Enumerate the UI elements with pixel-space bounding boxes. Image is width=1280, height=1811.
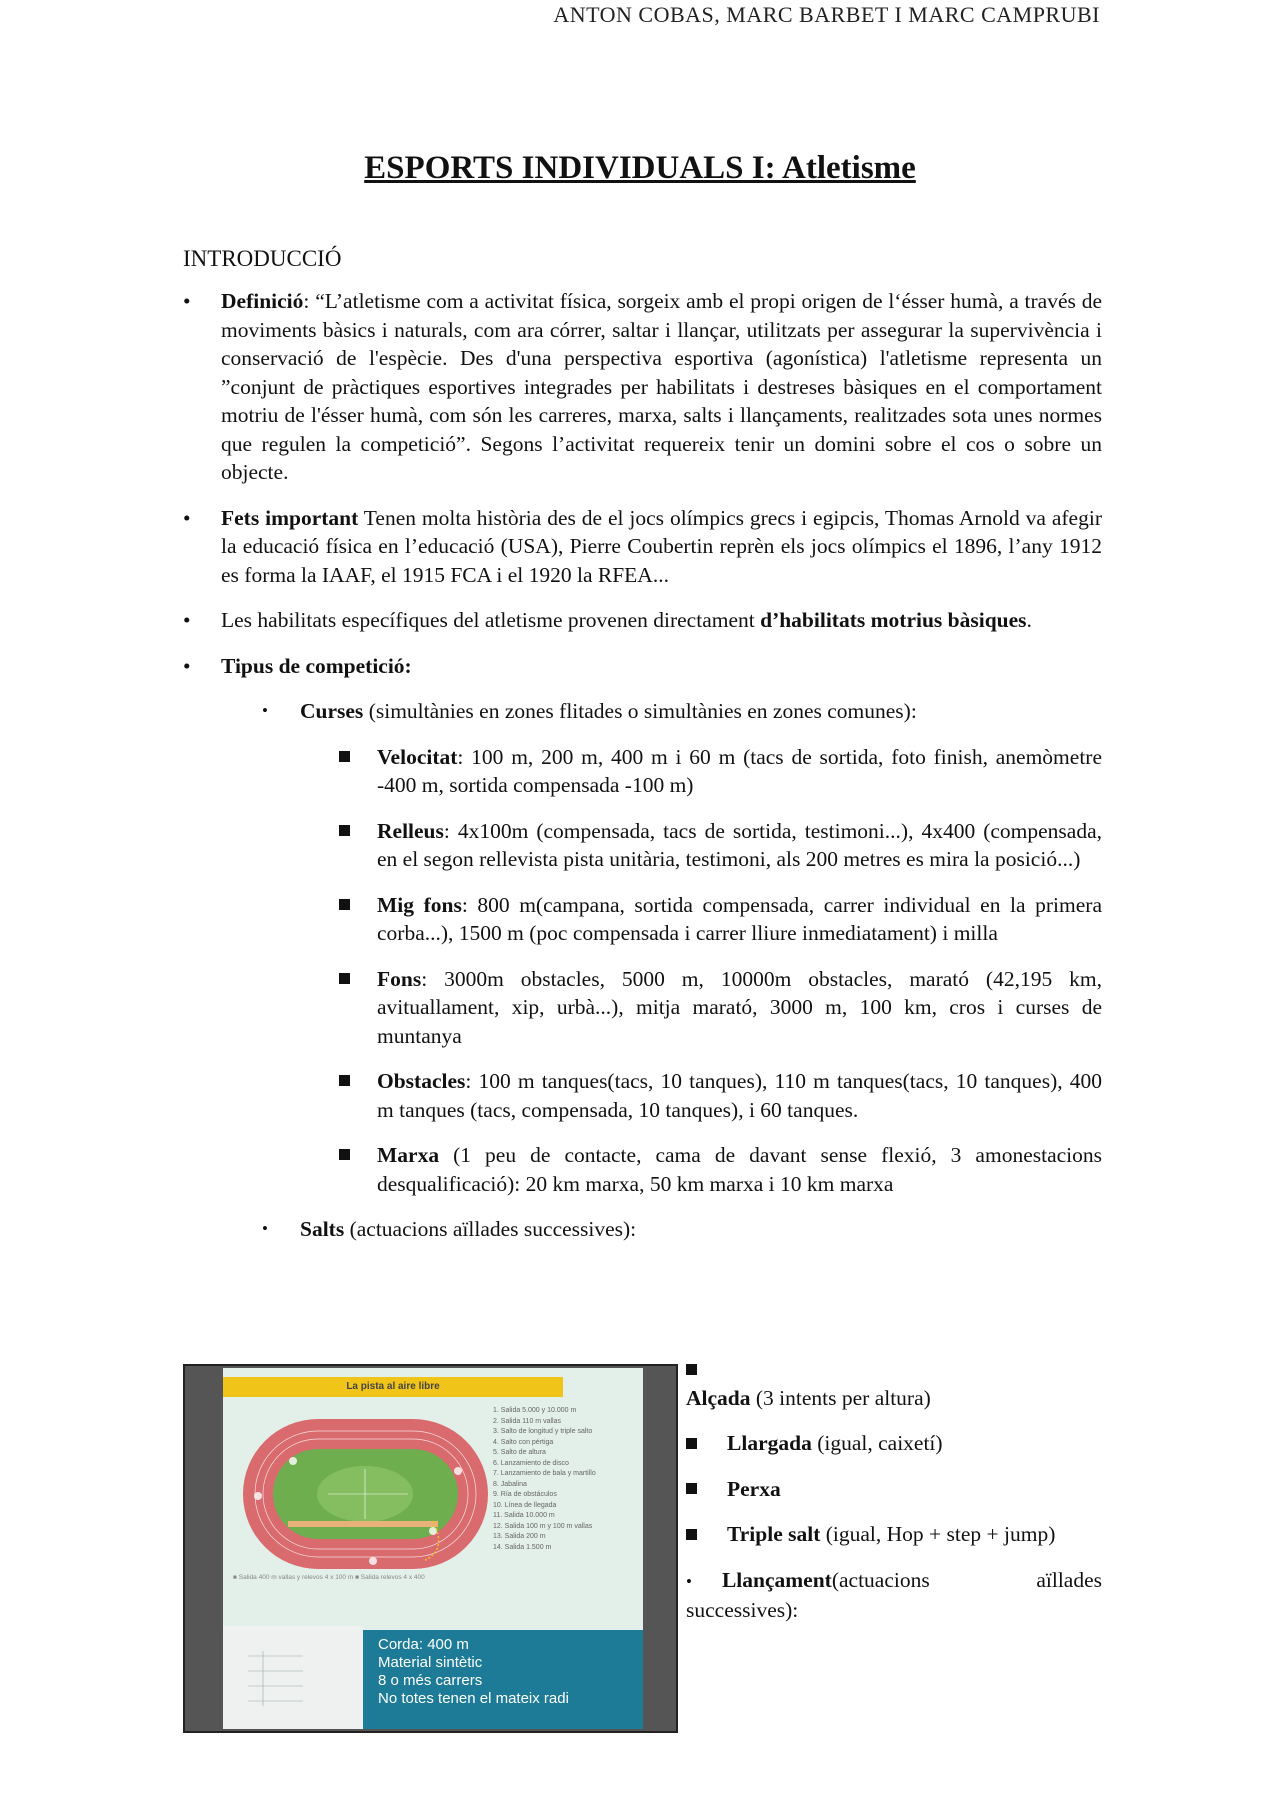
square-bullet-icon bbox=[686, 1529, 697, 1540]
panel-line: No totes tenen el mateix radi bbox=[378, 1690, 569, 1707]
panel-line: Corda: 400 m bbox=[378, 1636, 469, 1653]
list-item-alcada bbox=[686, 1355, 1102, 1412]
figure-caption: La pista al aire libre bbox=[223, 1377, 563, 1397]
legend-entry: 14. Salida 1.500 m bbox=[493, 1543, 552, 1551]
legend-entry: 1. Salida 5.000 y 10.000 m bbox=[493, 1407, 577, 1414]
page-title: ESPORTS INDIVIDUALS I: Atletisme bbox=[364, 150, 916, 186]
list-item-velocitat bbox=[183, 743, 1102, 800]
bullet-text: Les habilitats específiques del atletisme provenen directament bbox=[221, 608, 761, 632]
item-label: Obstacles bbox=[377, 1069, 466, 1093]
panel-line: 8 o més carrers bbox=[378, 1672, 483, 1689]
legend-entry: 3. Salto de longitud y triple salto bbox=[493, 1428, 593, 1435]
list-item-llargada bbox=[686, 1429, 1102, 1458]
lane-lines-icon bbox=[223, 1626, 363, 1729]
item-label: Mig fons bbox=[377, 892, 462, 917]
list-item-mig-fons bbox=[183, 891, 1102, 948]
item-label: Llançament bbox=[721, 1567, 832, 1592]
square-bullet-icon bbox=[686, 1364, 697, 1375]
legend-entry: 8. Jabalina bbox=[493, 1480, 527, 1488]
bullet-label: Salts bbox=[300, 1217, 345, 1241]
list-item-obstacles bbox=[183, 1067, 1102, 1124]
item-text: : 100 m tanques(tacs, 10 tanques), 110 m tanques(tacs, 10 tanques), 400 m tanques (tacs, compensada, 10 tanques), i 60 tanques. bbox=[377, 1069, 1102, 1122]
bullet-end: . bbox=[1026, 608, 1032, 632]
bullet-text: : “L’atletisme com a activitat física, sorgeix amb el propi origen de l‘ésser humà, a través de moviments bàsics i naturals, com ara córrer, saltar i llançar, utilitzats per assegurar la supervivència i conservació de l'espècie. Des d'una perspectiva esportiva (agonística) l'atletisme representa un ”conjunt de pràctiques esportives integrades per habilitats i destreses bàsiques en el comportament motriu de l'ésser humà, com són les carreres, marxa, salts i llançaments, realitzades sota unes normes que regulen la competició”. Segons l’activitat requereix tenir un domini sobre el cos o sobre un objecte. bbox=[221, 289, 1102, 484]
list-item-perxa bbox=[686, 1475, 1102, 1504]
bullet-tipus bbox=[183, 652, 1102, 681]
item-text: : 3000m obstacles, 5000 m, 10000m obstacles, marató (42,195 km, avituallament, xip, urbà...), mitja marató, 3000 m, 100 km, cros i curses de muntanya bbox=[377, 966, 1102, 1048]
bullet-salts bbox=[183, 1215, 1102, 1244]
section-heading: INTRODUCCIÓ bbox=[183, 246, 342, 271]
panel-line: Material sintètic bbox=[378, 1654, 483, 1671]
square-bullet-icon bbox=[339, 899, 350, 910]
item-label: Llargada bbox=[727, 1431, 812, 1455]
bullet-text: (simultànies en zones flitades o simultànies en zones comunes): bbox=[363, 699, 917, 723]
page-header-authors: ANTON COBAS, MARC BARBET I MARC CAMPRUBI bbox=[553, 2, 1100, 27]
bullet-dot-icon: • bbox=[686, 1571, 692, 1591]
legend-entry: 2. Salida 110 m vallas bbox=[493, 1417, 561, 1425]
item-label: Velocitat bbox=[377, 744, 458, 769]
item-text: (igual, Hop + step + jump) bbox=[820, 1522, 1056, 1546]
figure-legend-list bbox=[493, 1406, 596, 1553]
list-item-relleus bbox=[183, 817, 1102, 874]
item-text: : 800 m(campana, sortida compensada, carrer individual en la primera corba...), 1500 m (poc compensada i carrer lliure inmediatament) i milla bbox=[377, 892, 1102, 945]
legend-entry: 11. Salida 10.000 m bbox=[493, 1512, 555, 1519]
item-text: (1 peu de contacte, cama de davant sense flexió, 3 amonestacions desqualificació): 20 km marxa, 50 km marxa i 10 km marxa bbox=[377, 1143, 1102, 1196]
item-text: (igual, caixetí) bbox=[811, 1431, 943, 1455]
figure-lane-detail bbox=[223, 1626, 363, 1729]
square-bullet-icon bbox=[339, 825, 350, 836]
bullet-label: Curses bbox=[300, 699, 364, 723]
square-bullet-icon bbox=[339, 973, 350, 984]
legend-entry: 13. Salida 200 m bbox=[493, 1533, 546, 1540]
item-label: Marxa bbox=[377, 1143, 440, 1167]
track-figure bbox=[183, 1364, 678, 1733]
bullet-label: Fets important bbox=[221, 505, 359, 530]
square-bullet-icon bbox=[339, 751, 350, 762]
legend-entry: 12. Salida 100 m y 100 m vallas bbox=[493, 1522, 593, 1530]
legend-entry: 5. Salto de altura bbox=[493, 1449, 546, 1456]
figure-info-panel bbox=[363, 1630, 643, 1729]
item-text: : 100 m, 200 m, 400 m i 60 m (tacs de sortida, foto finish, anemòmetre -400 m, sortida compensada -100 m) bbox=[377, 744, 1102, 797]
legend-entry: 4. Salto con pértiga bbox=[493, 1438, 554, 1446]
item-label: Fons bbox=[377, 966, 422, 991]
bullet-llancament bbox=[686, 1566, 1102, 1625]
legend-entry: 9. Ría de obstáculos bbox=[493, 1491, 557, 1498]
salts-list bbox=[686, 1355, 1102, 1642]
bullet-bold: d’habilitats motrius bàsiques bbox=[760, 608, 1027, 632]
item-label: Triple salt bbox=[727, 1522, 821, 1546]
bullet-label: Definició bbox=[221, 289, 304, 313]
bullet-habilitats bbox=[183, 606, 1102, 635]
item-label: Perxa bbox=[727, 1476, 781, 1501]
square-bullet-icon bbox=[339, 1149, 350, 1160]
legend-entry: 6. Lanzamiento de disco bbox=[493, 1459, 569, 1467]
list-item-marxa bbox=[183, 1141, 1102, 1198]
square-bullet-icon bbox=[339, 1075, 350, 1086]
bullet-label: Tipus de competició: bbox=[221, 653, 412, 678]
legend-entry: 7. Lanzamiento de bala y martillo bbox=[493, 1470, 596, 1477]
legend-entry: 10. Línea de llegada bbox=[493, 1501, 557, 1509]
figure-legend-row: ■ Salida 400 m vallas y relevos 4 x 100 m ■ Salida relevos 4 x 400 bbox=[233, 1574, 425, 1581]
bullet-curses bbox=[183, 697, 1102, 726]
track-figure-image bbox=[223, 1368, 643, 1729]
bullet-definicio bbox=[183, 287, 1102, 487]
main-content bbox=[183, 287, 1102, 1261]
bullet-fets bbox=[183, 504, 1102, 590]
item-text: : 4x100m (compensada, tacs de sortida, testimoni...), 4x400 (compensada, en el segon rellevista pista unitària, testimoni, als 200 metres es mira la posició...) bbox=[377, 818, 1102, 871]
item-text: (3 intents per altura) bbox=[750, 1385, 931, 1410]
item-label: Alçada bbox=[686, 1385, 751, 1410]
list-item-triple-salt bbox=[686, 1520, 1102, 1549]
bullet-text: (actuacions aïllades successives): bbox=[344, 1217, 637, 1241]
square-bullet-icon bbox=[686, 1438, 697, 1449]
item-text: (actuacions aïllades successives): bbox=[686, 1567, 1102, 1622]
list-item-fons bbox=[183, 965, 1102, 1051]
bullet-text: Tenen molta història des de el jocs olímpics grecs i egipcis, Thomas Arnold va afegir la educació física en l’educació (USA), Pierre Coubertin reprèn els jocs olímpics el 1896, l’any 1912 es forma la IAAF, el 1915 FCA i el 1920 la RFEA... bbox=[221, 505, 1102, 587]
track-diagram-icon bbox=[233, 1401, 503, 1586]
square-bullet-icon bbox=[686, 1483, 697, 1494]
item-label: Relleus bbox=[377, 818, 444, 843]
